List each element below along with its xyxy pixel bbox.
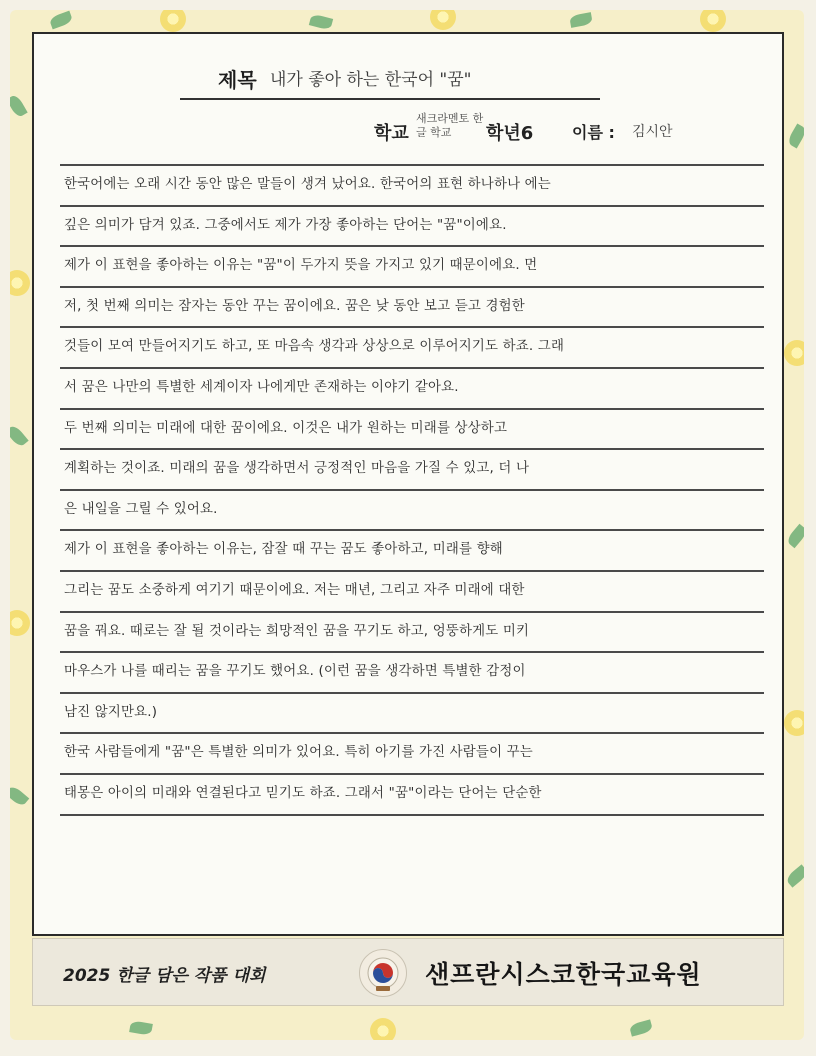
essay-line: 것들이 모여 만들어지기도 하고, 또 마음속 생각과 상상으로 이루어지기도 하죠. 그래 — [64, 339, 565, 355]
essay-line: 그리는 꿈도 소중하게 여기기 때문이에요. 저는 매년, 그리고 자주 미래에 대한 — [64, 583, 525, 598]
essay-line: 태몽은 아이의 미래와 연결된다고 믿기도 하죠. 그래서 "꿈"이라는 단어는 단순한 — [64, 786, 542, 801]
leaf-decoration-icon — [629, 1019, 653, 1036]
school-name: 새크라멘토 한글 학교 — [416, 112, 484, 139]
flower-decoration-icon — [784, 710, 804, 736]
ruled-line — [60, 286, 764, 288]
ruled-line — [60, 326, 764, 328]
title-row — [180, 58, 600, 100]
korean-education-center-logo-icon — [359, 949, 407, 997]
essay-line: 깊은 의미가 담겨 있죠. 그중에서도 제가 가장 좋아하는 단어는 "꿈"이에요. — [64, 217, 507, 233]
essay-line: 남진 않지만요.) — [64, 704, 158, 720]
essay-line: 은 내일을 그릴 수 있어요. — [64, 501, 218, 517]
flower-decoration-icon — [10, 270, 30, 296]
student-info — [374, 112, 704, 148]
footer-banner — [32, 938, 784, 1006]
essay-line: 계획하는 것이죠. 미래의 꿈을 생각하면서 긍정적인 마음을 가질 수 있고, 더 나 — [64, 461, 530, 477]
flower-decoration-icon — [160, 10, 186, 32]
leaf-decoration-icon — [10, 93, 28, 118]
essay-title: 내가 좋아 하는 한국어 "꿈" — [270, 70, 472, 90]
flower-decoration-icon — [784, 340, 804, 366]
essay-line: 마우스가 나를 때리는 꿈을 꾸기도 했어요. (이런 꿈을 생각하면 특별한 감정이 — [64, 664, 526, 680]
ruled-line — [60, 773, 764, 775]
ruled-line — [60, 611, 764, 613]
title-label: 제목 — [218, 68, 257, 92]
student-name: 김시안 — [632, 124, 673, 140]
essay-line: 제가 이 표현을 좋아하는 이유는 "꿈"이 두가지 뜻을 가지고 있기 때문이에요. 먼 — [64, 258, 538, 274]
contest-name: 2025 한글 담은 작품 대회 — [63, 966, 266, 986]
ruled-line — [60, 408, 764, 410]
flower-decoration-icon — [10, 610, 30, 636]
ruled-line — [60, 570, 764, 572]
leaf-decoration-icon — [786, 123, 804, 148]
essay-line: 한국 사람들에게 "꿈"은 특별한 의미가 있어요. 특히 아기를 가진 사람들이 꾸는 — [64, 745, 533, 761]
name-label: 이름 : — [572, 123, 615, 142]
ruled-line — [60, 448, 764, 450]
grade-label: 학년6 — [486, 123, 534, 144]
ruled-line — [60, 529, 764, 531]
leaf-decoration-icon — [10, 424, 29, 449]
flower-decoration-icon — [370, 1018, 396, 1040]
leaf-decoration-icon — [309, 13, 333, 30]
leaf-decoration-icon — [49, 11, 74, 30]
ruled-line — [60, 205, 764, 207]
ruled-line — [60, 367, 764, 369]
ruled-line — [60, 692, 764, 694]
leaf-decoration-icon — [10, 784, 29, 807]
leaf-decoration-icon — [569, 12, 593, 28]
flower-decoration-icon — [430, 10, 456, 30]
ruled-line — [60, 164, 764, 166]
essay-line: 꿈을 꿔요. 때로는 잘 될 것이라는 희망적인 꿈을 꾸기도 하고, 엉뚱하게도 미키 — [64, 623, 530, 639]
ruled-line — [60, 245, 764, 247]
essay-line: 저, 첫 번째 의미는 잠자는 동안 꾸는 꿈이에요. 꿈은 낮 동안 보고 듣고 경험한 — [64, 298, 525, 314]
leaf-decoration-icon — [785, 524, 804, 549]
leaf-decoration-icon — [129, 1020, 153, 1036]
school-label: 학교 — [374, 123, 409, 144]
essay-line: 서 꿈은 나만의 특별한 세계이자 나에게만 존재하는 이야기 같아요. — [64, 380, 459, 395]
essay-line: 두 번째 의미는 미래에 대한 꿈이에요. 이것은 내가 원하는 미래를 상상하고 — [64, 420, 508, 436]
ruled-line — [60, 732, 764, 734]
essay-line: 제가 이 표현을 좋아하는 이유는, 잠잘 때 꾸는 꿈도 좋아하고, 미래를 향해 — [64, 542, 503, 558]
ruled-line — [60, 489, 764, 491]
leaf-decoration-icon — [785, 864, 804, 887]
organization-name: 샌프란시스코한국교육원 — [425, 960, 702, 989]
ruled-line — [60, 814, 764, 816]
ruled-line — [60, 651, 764, 653]
essay-line: 한국어에는 오래 시간 동안 많은 말들이 생겨 났어요. 한국어의 표현 하나하나 에는 — [64, 177, 551, 192]
flower-decoration-icon — [700, 10, 726, 32]
